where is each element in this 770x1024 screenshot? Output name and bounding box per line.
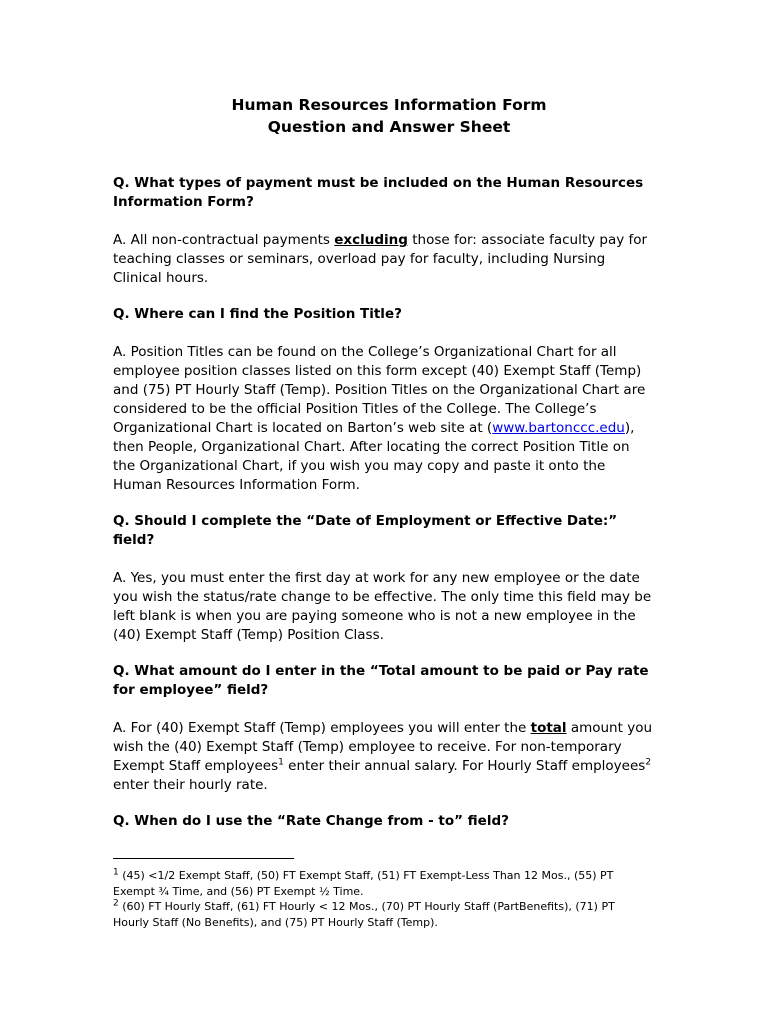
footnote-2-text: (60) FT Hourly Staff, (61) FT Hourly < 12 Mos., (70) PT Hourly Staff (PartBenefits), (71) PT Hourly Staff (No Benefits), and (75) PT Hourly Staff (Temp). [113,900,615,929]
question-1: Q. What types of payment must be included on the Human Resources Information Form? [113,175,644,210]
footnote-1-text: (45) <1/2 Exempt Staff, (50) FT Exempt Staff, (51) FT Exempt-Less Than 12 Mos., (55) PT Exempt ¾ Time, and (56) PT Exempt ½ Time. [113,869,614,898]
footnote-ref-2: 2 [645,757,652,768]
footnote-2 [113,899,653,930]
footnote-1 [113,868,653,899]
answer-4 [113,719,653,795]
answer-1-text-pre: A. All non-contractual payments [113,232,335,248]
page-title [125,94,653,138]
footnote-divider [113,858,294,859]
answer-4-text-mid: amount you wish the (40) Exempt Staff (Temp) employee to receive. For non-temporary Exempt Staff employees [113,720,653,774]
document-body [113,94,653,831]
answer-4-text-mid2: enter their annual salary. For Hourly Staff employees [283,758,646,774]
answer-2-text-post: ), then People, Organizational Chart. After locating the correct Position Title on the Organizational Chart, if you wish you may copy and paste it onto the Human Resources Information Form. [113,420,635,493]
answer-1-emphasis: excluding [334,232,408,248]
answer-4-text-post: enter their hourly rate. [113,777,268,793]
answer-1 [113,231,653,288]
footnote-2-mark: 2 [113,898,119,909]
answer-2 [113,343,653,495]
answer-1-text-post: those for: associate faculty pay for teaching classes or seminars, overload pay for faculty, including Nursing Clinical hours. [113,232,648,286]
answer-3: A. Yes, you must enter the first day at work for any new employee or the date you wish the status/rate change to be effective. The only time this field may be left blank is when you are paying someone who is not a new employee in the (40) Exempt Staff (Temp) Position Class. [113,570,652,643]
answer-4-emphasis: total [530,720,567,736]
question-3: Q. Should I complete the “Date of Employment or Effective Date:” field? [113,513,618,548]
footnote-1-mark: 1 [113,867,119,878]
question-5: Q. When do I use the “Rate Change from - to” field? [113,813,509,829]
title-line-1: Human Resources Information Form [231,96,547,114]
answer-4-text-pre: A. For (40) Exempt Staff (Temp) employees you will enter the [113,720,531,736]
title-line-2: Question and Answer Sheet [267,118,511,136]
answer-2-text-pre: A. Position Titles can be found on the College’s Organizational Chart for all employee position classes listed on this form except (40) Exempt Staff (Temp) and (75) PT Hourly Staff (Temp). Position Titles on the Organizational Chart are considered to be the official Position Titles of the College. The College’s Organizational Chart is located on Barton’s web site at ( [113,344,646,436]
question-4: Q. What amount do I enter in the “Total amount to be paid or Pay rate for employee” field? [113,663,649,698]
footnotes [113,868,653,930]
barton-website-link[interactable]: www.bartonccc.edu [492,420,625,436]
question-2: Q. Where can I find the Position Title? [113,306,402,322]
footnote-ref-1: 1 [278,757,284,768]
